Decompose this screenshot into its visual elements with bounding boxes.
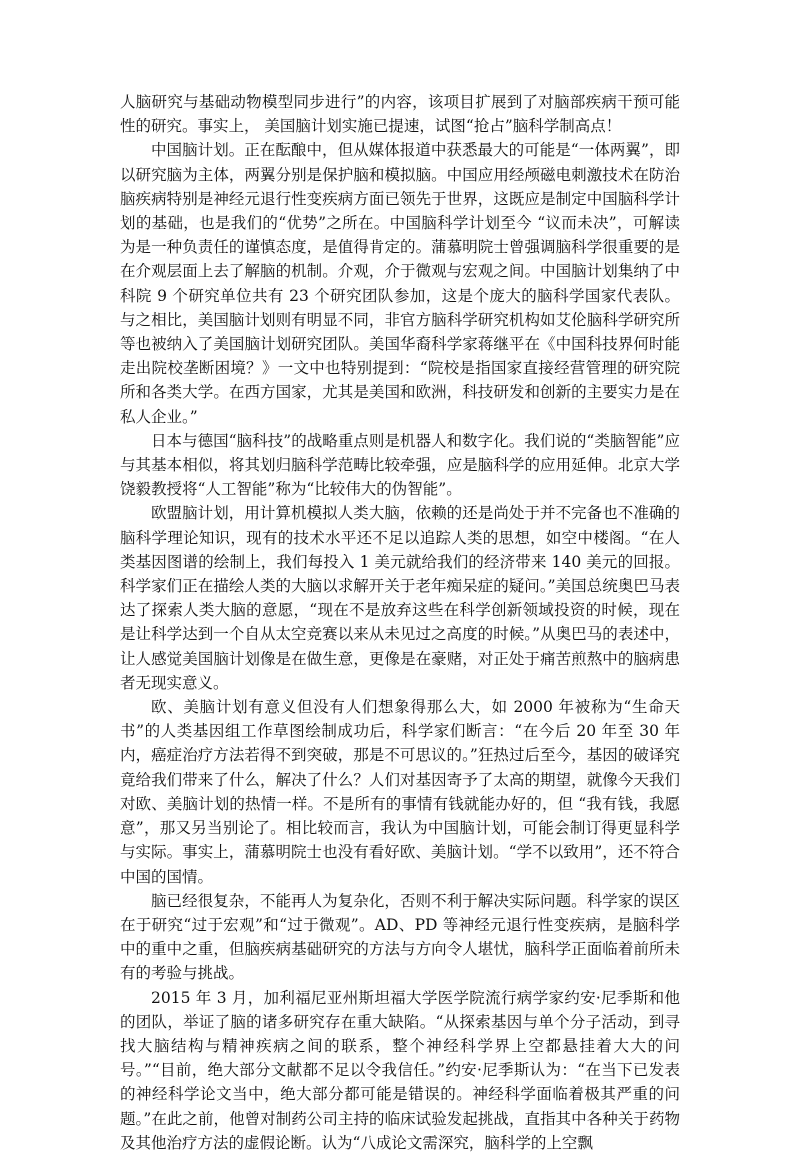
paragraph-eu-brain-project: 欧盟脑计划，用计算机模拟人类大脑，依赖的还是尚处于并不完备也不准确的脑科学理论知识，现有的技术水平还不足以追踪人类的思想，如空中楼阁。“在人类基因图谱的绘制上，我们每投入 1 美元就给我们的经济带来 140 美元的回报。科学家们正在描绘人类的大脑以求解开关于老年痴呆症的疑问。”美国总统奥巴马表达了探索人类大脑的意愿，“现在不是放弃这些在科学创新领域投资的时候，现在是让科学达到一个自从太空竞赛以来从未见过之高度的时候。”从奥巴马的表述中，让人感觉美国脑计划像是在做生意，更像是在豪赌，对正处于痛苦煎熬中的脑病患者无现实意义。 xyxy=(120,504,680,692)
paragraph-japan-germany: 日本与德国“脑科技”的战略重点则是机器人和数字化。我们说的“类脑智能”应与其基本相似，将其划归脑科学范畴比较牵强，应是脑科学的应用延伸。北京大学饶毅教授将“人工智能”称为“比较伟大的伪智能”。 xyxy=(120,431,680,499)
paragraph-continuation: 人脑研究与基础动物模型同步进行”的内容，该项目扩展到了对脑部疾病干预可能性的研究。事实上， 美国脑计划实施已提速，试图“抢占”脑科学制高点！ xyxy=(120,93,680,136)
paragraph-brain-complexity: 脑已经很复杂，不能再人为复杂化，否则不利于解决实际问题。科学家的误区在于研究“过于宏观”和“过于微观”。AD、PD 等神经元退行性变疾病，是脑科学中的重中之重，但脑疾病基础研究的方法与方向令人堪忧，脑科学正面临着前所未有的考验与挑战。 xyxy=(120,891,680,983)
paragraph-stanford-study: 2015 年 3 月，加利福尼亚州斯坦福大学医学院流行病学家约安·尼季斯和他的团队，举证了脑的诸多研究存在重大缺陷。“从探索基因与单个分子活动，到寻找大脑结构与精神疾病之间的联系，整个神经科学界上空都悬挂着大大的问号。”“目前，绝大部分文献都不足以令我信任。”约安·尼季斯认为：“在当下已发表的神经科学论文当中，绝大部分都可能是错误的。神经科学面临着极其严重的问题。”在此之前，他曾对制药公司主持的临床试验发起挑战，直指其中各种关于药物及其他治疗方法的虚假论断。认为“八成论文需深究，脑科学的上空飘 xyxy=(120,988,680,1152)
document-body xyxy=(120,90,680,1155)
paragraph-eu-us-significance: 欧、美脑计划有意义但没有人们想象得那么大，如 2000 年被称为“生命天书”的人类基因组工作草图绘制成功后，科学家们断言：“在今后 20 年至 30 年内，癌症治疗方法若得不到突破，那是不可思议的。”狂热过后至今，基因的破译究竟给我们带来了什么，解决了什么？人们对基因寄予了太高的期望，就像今天我们对欧、美脑计划的热情一样。不是所有的事情有钱就能办好的，但 “我有钱，我愿意”，那又另当别论了。相比较而言，我认为中国脑计划，可能会制订得更显科学与实际。事实上，蒲慕明院士也没有看好欧、美脑计划。“学不以致用”，还不符合中国的国情。 xyxy=(120,698,680,886)
paragraph-china-brain-project: 中国脑计划。正在酝酿中，但从媒体报道中获悉最大的可能是“一体两翼”，即以研究脑为主体，两翼分别是保护脑和模拟脑。中国应用经颅磁电刺激技术在防治脑疾病特别是神经元退行性变疾病方面已领先于世界，这既应是制定中国脑科学计划的基础，也是我们的“优势”之所在。中国脑科学计划至今 “议而未决”，可解读为是一种负责任的谨慎态度，是值得肯定的。蒲慕明院士曾强调脑科学很重要的是在介观层面上去了解脑的机制。介观，介于微观与宏观之间。中国脑计划集纳了中科院 9 个研究单位共有 23 个研究团队参加，这是个庞大的脑科学国家代表队。与之相比，美国脑计划则有明显不同，非官方脑科学研究机构如艾伦脑科学研究所等也被纳入了美国脑计划研究团队。美国华裔科学家蒋继平在《中国科技界何时能走出院校垄断困境？》一文中也特别提到：“院校是指国家直接经营管理的研究院所和各类大学。在西方国家，尤其是美国和欧洲，科技研发和创新的主要实力是在私人企业。” xyxy=(120,141,680,426)
